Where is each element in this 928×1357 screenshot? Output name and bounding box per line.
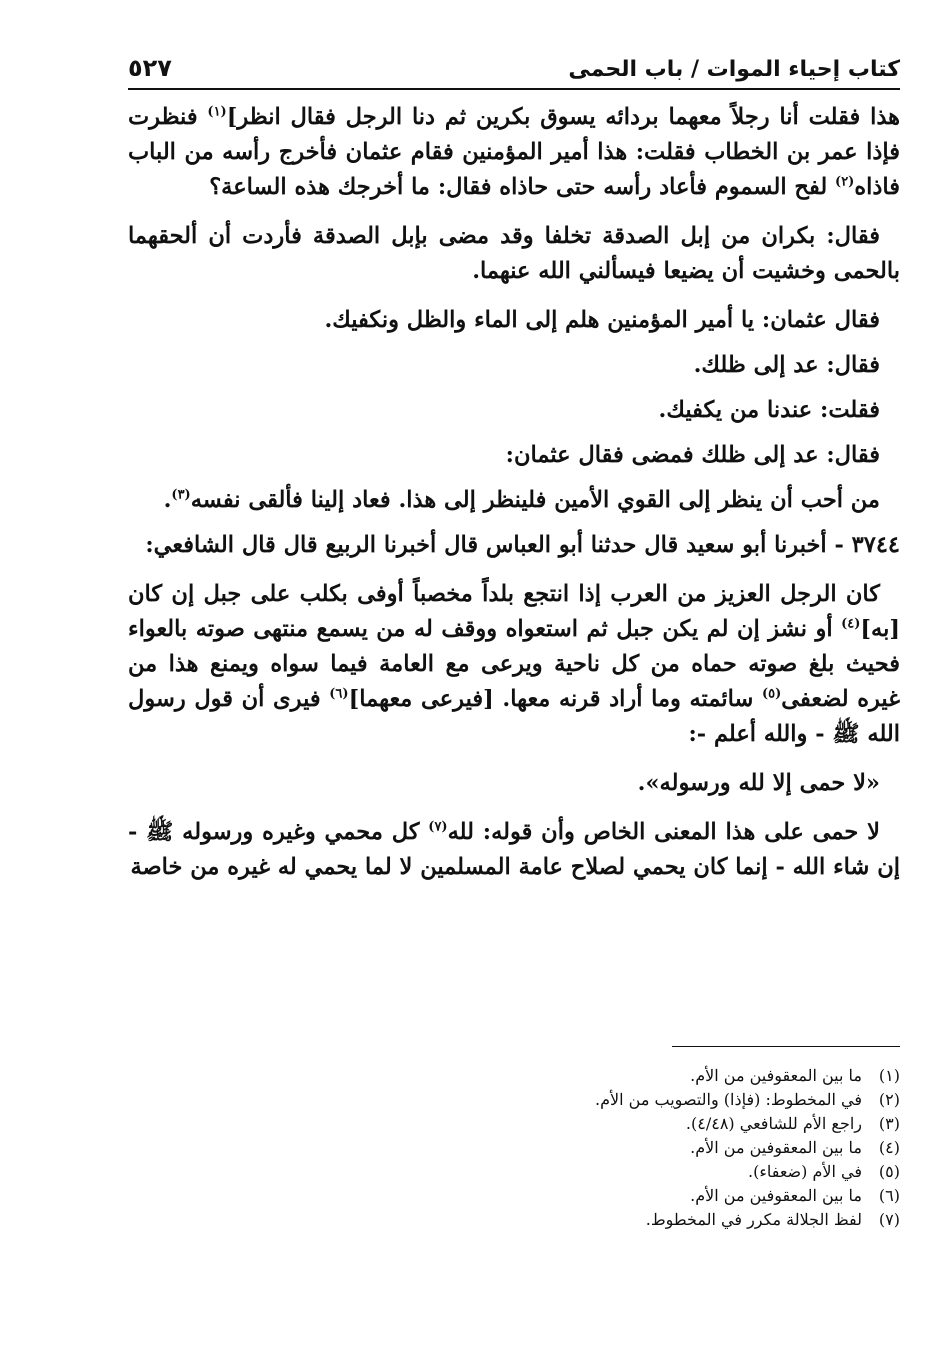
paragraph-9-text-a: كان الرجل العزيز من العرب إذا انتجع بلداً مخصباً أوفى بكلب على جبل إن كان [به] — [128, 581, 900, 642]
paragraph-1-text-b: فنظرت فإذا عمر بن الخطاب فقلت: هذا أمير المؤمنين فقام عثمان فأخرج رأسه من الباب فاذاه — [128, 104, 900, 200]
paragraph-3: فقال عثمان: يا أمير المؤمنين هلم إلى الماء والظل ونكفيك. — [324, 307, 880, 333]
footnote-divider — [672, 1046, 900, 1047]
footnote-number: (٣) — [878, 1114, 900, 1133]
footnote-number: (١) — [878, 1066, 900, 1085]
footnote-item — [128, 1112, 900, 1136]
paragraph-11-text-a: لا حمى على هذا المعنى الخاص وأن قوله: لله — [447, 819, 880, 845]
paragraph-1 — [128, 100, 900, 205]
hadith-number: ٣٧٤٤ — [851, 532, 900, 558]
footnote-ref-6: (٦) — [329, 686, 349, 702]
footnote-text: في الأم (ضعفاء). — [748, 1162, 862, 1181]
paragraph-4: فقال: عد إلى ظلك. — [693, 352, 880, 378]
paragraph-1-text-c: لفح السموم فأعاد رأسه حتى حاذاه فقال: ما أخرجك هذه الساعة؟ — [209, 174, 836, 200]
header-divider — [128, 88, 900, 90]
footnote-number: (٥) — [878, 1162, 900, 1181]
footnote-text: ما بين المعقوفين من الأم. — [690, 1066, 862, 1085]
main-text — [128, 100, 900, 899]
paragraph-9-text-d: فيرى أن قول رسول الله ﷺ - والله أعلم -: — [128, 686, 900, 747]
paragraph-8-text: - أخبرنا أبو سعيد قال حدثنا أبو العباس قال أخبرنا الربيع قال قال الشافعي: — [145, 532, 852, 558]
footnote-ref-3: (٣) — [171, 487, 191, 503]
footnote-item — [128, 1208, 900, 1232]
paragraph-9-text-c: سائمته وما أراد قرنه معها. [فيرعى معهما] — [348, 686, 762, 712]
paragraph-8 — [128, 528, 900, 563]
footnote-item — [128, 1160, 900, 1184]
footnote-item — [128, 1064, 900, 1088]
footnote-text: في المخطوط: (فإذا) والتصويب من الأم. — [595, 1090, 862, 1109]
paragraph-7-tail: . — [163, 487, 172, 513]
paragraph-11-text-b: كل محمي وغيره ورسوله ﷺ - إن شاء الله - إنما كان يحمي لصلاح عامة المسلمين لا لما يحمي له غيره من خاصة — [128, 819, 900, 880]
footnote-text: ما بين المعقوفين من الأم. — [690, 1186, 862, 1205]
footnote-item — [128, 1136, 900, 1160]
header-title: كتاب إحياء الموات / باب الحمى — [568, 57, 900, 82]
paragraph-9-text-b: أو نشز إن لم يكن جبل ثم استعواه ووقف له من يسمع منتهى صوته بالعواء فحيث بلغ صوته حماه من كل ناحية ويرعى مع العامة فيما سواه ويمنع هذا من غيره لضعفى — [128, 616, 900, 712]
running-header — [128, 40, 900, 82]
footnote-ref-4: (٤) — [841, 616, 861, 632]
paragraph-7-text: من أحب أن ينظر إلى القوي الأمين فلينظر إلى هذا. فعاد إلينا فألقى نفسه — [190, 487, 880, 513]
page-number: ٥٢٧ — [128, 54, 172, 82]
footnote-item — [128, 1088, 900, 1112]
footnote-text: لفظ الجلالة مكرر في المخطوط. — [645, 1210, 862, 1229]
paragraph-1-text-a: هذا فقلت أنا رجلاً معهما بردائه يسوق بكرين ثم دنا الرجل فقال انظر] — [226, 104, 900, 130]
footnote-text: ما بين المعقوفين من الأم. — [690, 1138, 862, 1157]
paragraph-2: فقال: بكران من إبل الصدقة تخلفا وقد مضى بإبل الصدقة فأردت أن ألحقهما بالحمى وخشيت أن يضيعا فيسألني الله عنهما. — [128, 223, 900, 284]
footnote-number: (٤) — [878, 1138, 900, 1157]
paragraph-5: فقلت: عندنا من يكفيك. — [658, 397, 880, 423]
footnote-number: (٢) — [878, 1090, 900, 1109]
paragraph-9 — [128, 577, 900, 752]
footnote-item — [128, 1184, 900, 1208]
footnote-number: (٧) — [878, 1210, 900, 1229]
paragraph-10: «لا حمى إلا لله ورسوله». — [637, 770, 880, 796]
footnote-text: راجع الأم للشافعي (٤/٤٨). — [685, 1114, 862, 1133]
paragraph-11 — [128, 815, 900, 885]
footnote-number: (٦) — [878, 1186, 900, 1205]
footnotes — [128, 1064, 900, 1232]
footnote-ref-5: (٥) — [761, 686, 782, 702]
footnote-ref-2: (٢) — [835, 174, 855, 190]
paragraph-6: فقال: عد إلى ظلك فمضى فقال عثمان: — [505, 442, 880, 468]
footnote-ref-1: (١) — [207, 104, 227, 120]
paragraph-7 — [128, 483, 900, 518]
footnote-ref-7: (٧) — [428, 819, 448, 835]
